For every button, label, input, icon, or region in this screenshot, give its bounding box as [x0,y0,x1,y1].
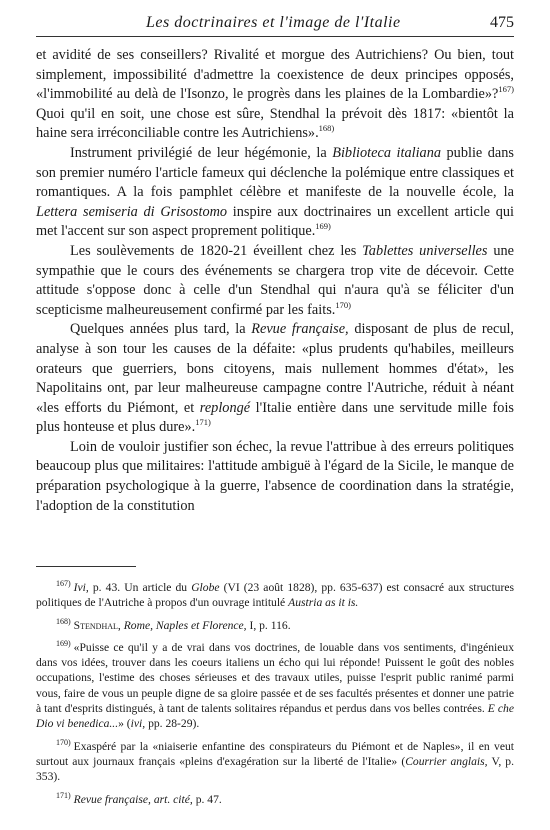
paragraph-3 [36,242,514,320]
footnote-170-text-a: Exaspéré par la «niaiserie enfantine des conspirateurs du Piémont et de Naples», il en veut surtout aux journaux français «pleins d'exagération sur la liberté de l'Italie» ( [36,739,514,768]
paragraph-1-text-b: Quoi qu'il en soit, une chose est sûre, Stendhal la prévoit dès 1817: «bientôt la haine sera irréconciliable contre les Autrichiens». [36,105,514,142]
running-header [36,14,514,37]
footnote-number: 171) [56,790,71,800]
footnote-169 [36,640,514,732]
footnote-ref-168: 168) [318,123,335,134]
paragraph-3-text-a: Les soulèvements de 1820-21 éveillent chez les [70,242,363,259]
paragraph-4-text-b: disposant de plus de recul, analyse à son tour les causes de la défaite: «plus prudents qu'habiles, meilleurs orateurs que guerriers, bons citoyens, mais nullement hommes d'état», les Napolitains ont, par leur malheureuse campagne contre l'Autriche, réduit à néant «les efforts du Piémont, et [36,321,515,416]
paragraph-4-emphasis-replonge: replongé [199,399,251,416]
footnote-169-text-a: «Puisse ce qu'il y a de vrai dans vos doctrines, de louable dans vos sentiments, d'ingénieux dans vos idées, trouver dans les coeurs italiens un écho qui lui réponde! Puissent le goût des nobles occupations, l'estime des choses sérieuses et des travaux utiles, puisse l'esprit public ranimé parmi vous, faire de vous un peuple digne de sa gloire passée et de ses facultés présentes et donner une patrie à tant d'esprits distingués, à tant de talents solitaires répandus et perdus dans vos belles contrées. [36,640,514,716]
footnote-ref-169: 169) [315,221,331,232]
footnote-169-ivi: ivi, [130,717,146,731]
paragraph-3-title-tablettes: Tablettes universelles [362,242,488,259]
footnotes [36,580,514,814]
paragraph-2 [36,144,514,242]
footnote-number: 170) [56,737,71,747]
footnote-167-text-b: (VI (23 août 1828), pp. 635-637) est consacré aux structures politiques de l'Autriche à propos d'un ouvrage intitulé [36,581,514,610]
footnote-number: 167) [56,579,71,589]
footnote-171 [36,792,514,807]
footnote-ref-170: 170) [335,299,351,310]
paragraph-2-title-biblioteca: Biblioteca italiana [332,144,441,161]
paragraph-2-text-a: Instrument privilégié de leur hégémonie, la [70,144,333,161]
paragraph-1-text-a: et avidité de ses conseillers? Rivalité et morgue des Autrichiens? Ou bien, tout simplement, impossibilité d'admettre la coexistence de deux principes opposés, «l'immobilité au delà de l'Isonzo, le progrès dans les plaines de la Lombardie»? [36,47,514,103]
paragraph-5-text-a: Loin de vouloir justifier son échec, la revue l'attribue à des erreurs politiques beaucoup plus que militaires: l'attitude ambiguë à l'égard de la Sicile, le manque de préparation psychologique à la guerre, l'absence de coordination dans la stratégie, l'adoption de la constitution [36,438,514,514]
footnote-168 [36,618,514,633]
footnote-170-text-b: V, p. 353). [36,754,515,784]
paragraph-4 [36,320,514,438]
footnote-rule [36,566,136,567]
footnote-168-title: Rome, Naples et Florence, [120,618,247,632]
footnote-167-text-a: p. 43. Un article du [88,581,192,594]
paragraph-2-text-b: publie dans son premier numéro l'article fameux qui déclenche la polémique entre classiques et romantiques. A la fois pamphlet célèbre et manifeste de la nouvelle école, la [36,144,514,201]
footnote-ref-171: 171) [195,417,211,428]
paragraph-2-text-c: inspire aux doctrinaires un excellent article qui met l'accent sur son aspect proprement politique. [36,203,514,240]
paragraph-5 [36,438,514,516]
footnote-168-text-a: I, p. 116. [246,618,291,632]
main-text [36,46,514,516]
footnote-167-austria: Austria as it is. [288,596,359,610]
running-title: Les doctrinaires et l'image de l'Italie [146,14,401,31]
footnote-169-quote: E che Dio vi benedica... [36,702,514,731]
paragraph-1 [36,46,514,144]
footnote-167 [36,580,514,611]
footnote-169-text-b: » ( [118,717,131,731]
paragraph-4-text-c: l'Italie entière dans une servitude mille fois plus honteuse et plus dure». [36,399,514,436]
paragraph-4-text-a: Quelques années plus tard, la [70,321,252,338]
footnote-167-ivi: Ivi, [73,581,89,594]
footnote-168-author: Stendhal, [73,618,121,632]
footnote-169-text-c: pp. 28-29). [145,717,200,731]
footnote-ref-167: 167) [498,84,514,95]
paragraph-4-title-revue: Revue française, [251,321,349,338]
footnote-170 [36,739,514,785]
footnote-167-globe: Globe [191,581,220,594]
paragraph-3-text-b: une sympathie que le cours des événements se chargera trop vite de décevoir. Cette attitude s'oppose donc à celle d'un Stendhal qui n'aura qu'à se féliciter d'un scepticisme malheureusement confirmé par les faits. [36,242,515,318]
page-number: 475 [490,14,514,31]
footnote-number: 168) [56,616,71,626]
footnote-171-revue: Revue française, art. cité, [73,792,193,806]
footnote-number: 169) [56,639,71,649]
footnote-170-courrier: Courrier anglais, [405,754,488,768]
paragraph-2-title-lettera: Lettera semiseria di Grisostomo [36,203,228,220]
footnote-171-text-a: p. 47. [192,792,222,806]
